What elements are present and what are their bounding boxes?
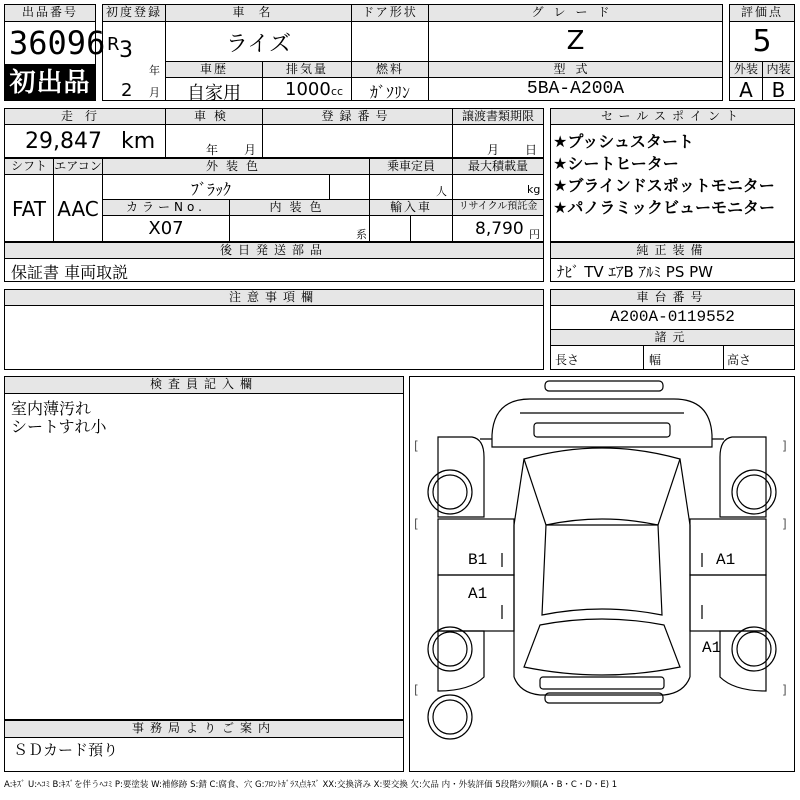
first-reg-header: 初度登録 xyxy=(102,4,166,22)
grade-header: グレード xyxy=(428,4,723,22)
sales-box xyxy=(550,124,795,242)
bracket-mark: ] xyxy=(782,517,787,531)
shift-header: シフト xyxy=(4,158,54,175)
import-header: 輸入車 xyxy=(369,199,453,216)
score: 5 xyxy=(752,24,772,59)
bracket-mark: [ xyxy=(414,517,419,531)
fuel-box xyxy=(351,77,429,101)
history-header: 車歴 xyxy=(165,61,263,78)
grade: Z xyxy=(566,26,585,56)
notes-header: 注意事項欄 xyxy=(4,289,544,306)
ac: AAC xyxy=(57,197,99,221)
score-box xyxy=(729,21,795,62)
length-label: 長さ xyxy=(555,353,580,367)
capacity-header: 乗車定員 xyxy=(369,158,453,175)
ac-header: エアコン xyxy=(54,159,102,173)
fuel-header: 燃料 xyxy=(351,61,429,78)
reg-year: 3 xyxy=(119,38,133,63)
insp-year-unit: 年 xyxy=(206,143,219,157)
damage-right-rear-fender: A1 xyxy=(702,639,722,657)
era: R xyxy=(107,34,120,55)
chassis-box xyxy=(550,305,795,330)
import-box xyxy=(369,215,453,242)
notes-box xyxy=(4,305,544,370)
inspector-note: シートすれ小 xyxy=(11,417,107,436)
recycle-box xyxy=(452,215,544,242)
bracket-mark: ] xyxy=(782,439,787,453)
month-unit: 月 xyxy=(149,86,160,99)
interior-box xyxy=(762,77,795,101)
first-listing-badge: 初出品 xyxy=(4,65,96,101)
sales-point: ★パノラミックビューモニター xyxy=(553,198,776,217)
mileage-unit: km xyxy=(121,129,156,154)
fuel: ｶﾞｿﾘﾝ xyxy=(369,83,410,102)
bracket-mark: [ xyxy=(414,439,419,453)
displacement-unit: cc xyxy=(331,85,344,98)
mileage-header: 走行 xyxy=(4,108,166,125)
dims-box xyxy=(550,345,795,370)
load-header: 最大積載量 xyxy=(452,158,544,175)
legend: A:ｷｽﾞ U:ﾍｺﾐ B:ｷｽﾞを伴うﾍｺﾐ P:要塗装 W:補修跡 S:錆 C:腐食、穴 G:ﾌﾛﾝﾄｶﾞﾗｽ点ｷｽﾞ XX:交換済み X:要交換 欠:欠品 内・外装評価 5段階ﾗﾝｸ順(A・B・C・D・E) 1 xyxy=(4,780,618,790)
car-damage-diagram xyxy=(409,376,795,772)
damage-right-front-door: A1 xyxy=(716,551,736,569)
reg-month: 2 xyxy=(121,80,133,101)
color-no-header: カラーNo. xyxy=(102,199,230,216)
lot-number: 36096 xyxy=(9,24,106,62)
inspection-header: 車検 xyxy=(165,108,263,125)
load-box xyxy=(452,174,544,200)
grade-box xyxy=(428,21,723,62)
car-name-box xyxy=(165,21,352,62)
exterior-header: 外装 xyxy=(729,61,763,78)
office-header: 事務局よりご案内 xyxy=(4,720,404,738)
capacity-unit: 人 xyxy=(436,185,447,198)
int-color-header: 内装色 xyxy=(229,199,370,216)
ext-color: ﾌﾞﾗｯｸ xyxy=(191,180,232,199)
reg-no-box xyxy=(262,124,453,158)
displacement: 1000 xyxy=(285,79,331,100)
model: 5BA-A200A xyxy=(526,79,625,99)
inspector-box xyxy=(4,393,404,720)
damage-left-rear-door: A1 xyxy=(468,585,488,603)
transfer-month-unit: 月 xyxy=(487,143,500,157)
interior-header: 内装 xyxy=(762,61,795,78)
insp-month-unit: 月 xyxy=(244,143,257,157)
interior-score: B xyxy=(771,78,786,102)
transfer-header: 譲渡書類期限 xyxy=(452,108,544,125)
int-color-box xyxy=(229,215,370,242)
sales-point: ★シートヒーター xyxy=(553,154,679,173)
model-header: 型式 xyxy=(428,61,723,78)
score-header: 評価点 xyxy=(729,4,795,22)
recycle-fee: 8,790 xyxy=(475,219,524,239)
lot-number-box xyxy=(4,21,106,65)
transfer-box xyxy=(452,124,544,158)
recycle-unit: 円 xyxy=(529,228,540,241)
height-label: 高さ xyxy=(727,353,752,367)
chassis-header: 車台番号 xyxy=(550,289,795,306)
first-reg-box xyxy=(102,21,166,101)
car-name-header: 車名 xyxy=(165,4,352,22)
car-outline xyxy=(410,377,794,771)
equip-box xyxy=(550,258,795,282)
bracket-mark: [ xyxy=(414,683,419,697)
color-no: X07 xyxy=(148,218,184,239)
equipment: ﾅﾋﾞ TV ｴｱB ｱﾙﾐ PS PW xyxy=(557,263,713,281)
recycle-header: リサイクル預託金 xyxy=(452,199,544,216)
inspector-header: 検査員記入欄 xyxy=(4,376,404,394)
exterior-box xyxy=(729,77,763,101)
inspection-box xyxy=(165,124,263,158)
door-header: ドア形状 xyxy=(351,4,429,22)
displacement-box xyxy=(262,77,352,101)
later-parts: 保証書 車両取説 xyxy=(11,263,129,282)
shift-box xyxy=(4,174,54,242)
inspector-note: 室内薄汚れ xyxy=(11,399,92,418)
sales-point: ★プッシュスタート xyxy=(553,132,694,151)
mileage: 29,847 xyxy=(25,129,102,154)
chassis-number: A200A-0119552 xyxy=(610,308,735,326)
model-box xyxy=(428,77,723,101)
ac-box xyxy=(53,174,103,242)
sales-point: ★ブラインドスポットモニター xyxy=(553,176,775,195)
equip-header: 純正装備 xyxy=(550,242,795,259)
exterior-score: A xyxy=(739,78,753,102)
int-color-unit: 系 xyxy=(356,228,367,241)
history-box xyxy=(165,77,263,104)
office-note: ＳＤカード預り xyxy=(13,741,119,759)
door-box xyxy=(351,21,429,62)
shift: FAT xyxy=(11,197,46,221)
sales-header: セールスポイント xyxy=(550,108,795,125)
lot-number-header: 出品番号 xyxy=(4,4,96,22)
ext-color-header: 外装色 xyxy=(102,158,370,175)
ext-color-box xyxy=(102,174,370,200)
transfer-day-unit: 日 xyxy=(525,143,538,157)
mileage-box xyxy=(4,124,166,158)
width-label: 幅 xyxy=(649,353,662,367)
load-unit: kg xyxy=(527,183,541,196)
capacity-box xyxy=(369,174,453,200)
office-box xyxy=(4,737,404,772)
reg-no-header: 登録番号 xyxy=(262,108,453,125)
car-name: ライズ xyxy=(225,32,292,57)
color-no-box xyxy=(102,215,230,242)
history: 自家用 xyxy=(187,83,241,104)
later-parts-box xyxy=(4,258,544,282)
displacement-header: 排気量 xyxy=(262,61,352,78)
later-parts-header: 後日発送部品 xyxy=(4,242,544,259)
bracket-mark: ] xyxy=(782,683,787,697)
year-unit: 年 xyxy=(149,64,160,77)
dims-header: 諸元 xyxy=(550,329,795,346)
damage-left-front-door: B1 xyxy=(468,551,488,569)
